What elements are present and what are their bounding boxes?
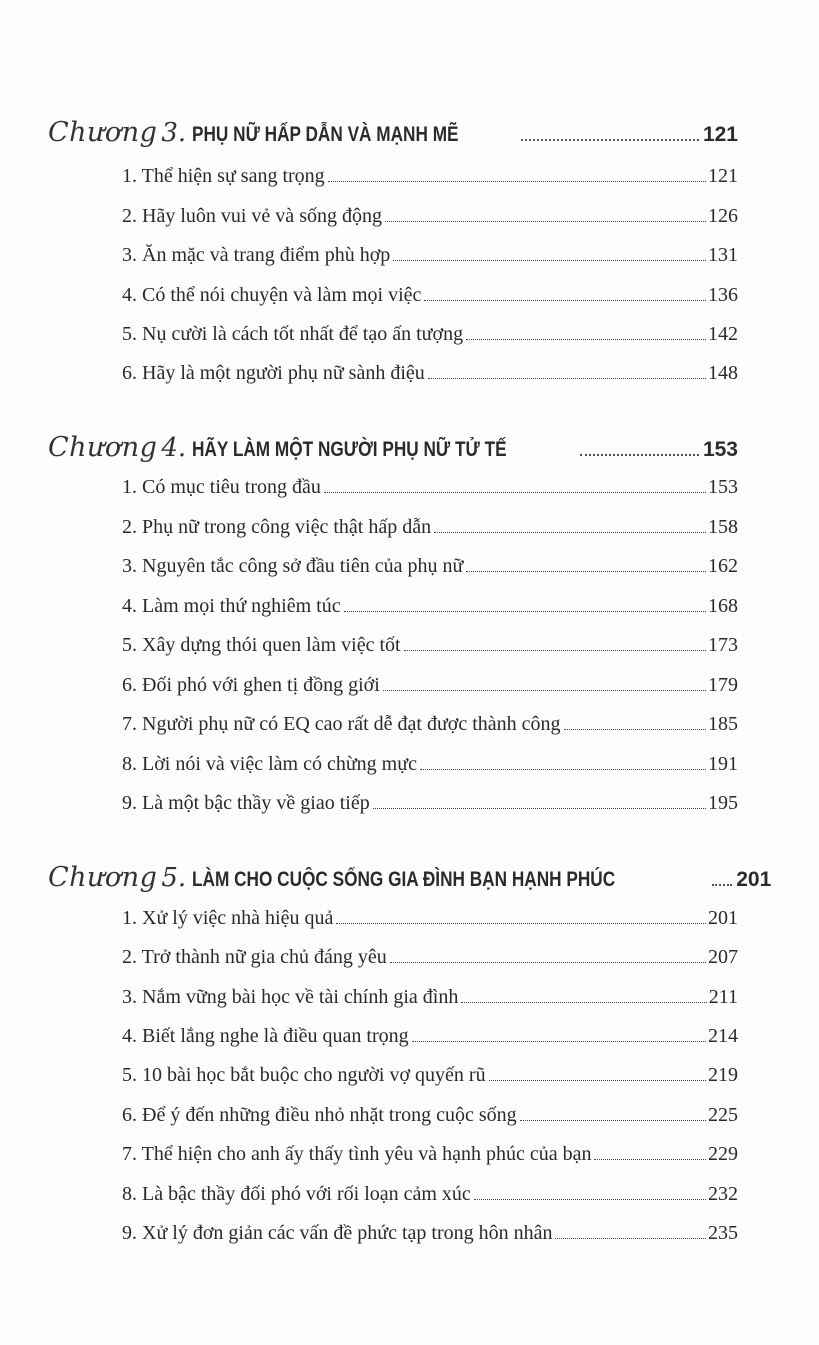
entry-page-number: 235 <box>708 1222 738 1244</box>
entry-label: 7. Thể hiện cho anh ấy thấy tình yêu và hạnh phúc của bạn <box>122 1143 592 1165</box>
entry-label: 3. Nguyên tắc công sở đầu tiên của phụ nữ <box>122 555 464 577</box>
entry-label: 3. Ăn mặc và trang điểm phù hợp <box>122 244 391 266</box>
toc-entry <box>122 465 738 497</box>
toc-entry <box>122 623 738 655</box>
entry-page-number: 121 <box>708 165 738 187</box>
dot-leader <box>520 1119 706 1121</box>
entry-label: 5. 10 bài học bắt buộc cho người vợ quyến rũ <box>122 1064 486 1086</box>
entry-page-number: 207 <box>708 946 738 968</box>
toc-entry <box>122 1132 738 1164</box>
entry-label: 2. Hãy luôn vui vẻ và sống động <box>122 205 382 227</box>
entry-page-number: 131 <box>708 244 738 266</box>
entry-label: 9. Là một bậc thầy về giao tiếp <box>122 792 370 814</box>
dot-leader <box>428 377 706 379</box>
toc-entry <box>122 975 738 1007</box>
dot-leader <box>521 138 699 141</box>
entry-page-number: 168 <box>708 595 738 617</box>
toc-entry <box>122 1053 738 1085</box>
entry-label: 3. Nắm vững bài học về tài chính gia đình <box>122 986 459 1008</box>
chapter-word: Chương <box>48 862 158 893</box>
chapter-word: Chương <box>48 432 158 463</box>
toc-entry <box>122 194 738 226</box>
toc-entry <box>122 233 738 265</box>
chapter-title: PHỤ NỮ HẤP DẪN VÀ MẠNH MẼ <box>192 122 459 146</box>
entry-label: 6. Đối phó với ghen tị đồng giới <box>122 674 380 696</box>
entry-label: 2. Phụ nữ trong công việc thật hấp dẫn <box>122 516 432 538</box>
toc-entry <box>122 544 738 576</box>
chapter-page-number: 153 <box>702 437 738 461</box>
chapter-number: 4. <box>161 433 187 463</box>
entry-page-number: 195 <box>708 792 738 814</box>
toc-entry <box>122 154 738 186</box>
toc-entry <box>122 781 738 813</box>
dot-leader <box>466 570 706 572</box>
dot-leader <box>712 883 732 886</box>
entry-page-number: 229 <box>708 1143 738 1165</box>
chapter-title: LÀM CHO CUỘC SỐNG GIA ĐÌNH BẠN HẠNH PHÚC <box>192 867 616 891</box>
entry-label: 5. Nụ cười là cách tốt nhất để tạo ấn tượng <box>122 323 464 345</box>
chapter-word: Chương <box>48 117 158 148</box>
entry-page-number: 179 <box>708 674 738 696</box>
entry-page-number: 191 <box>708 753 738 775</box>
entry-page-number: 185 <box>708 713 738 735</box>
entry-label: 1. Xử lý việc nhà hiệu quả <box>122 907 334 929</box>
toc-entry <box>122 742 738 774</box>
dot-leader <box>328 180 706 182</box>
entry-label: 8. Lời nói và việc làm có chừng mực <box>122 753 417 775</box>
entry-page-number: 201 <box>708 907 738 929</box>
chapter-title: HÃY LÀM MỘT NGƯỜI PHỤ NỮ TỬ TẾ <box>192 437 507 461</box>
entry-page-number: 162 <box>708 555 738 577</box>
dot-leader <box>489 1079 706 1081</box>
entry-label: 7. Người phụ nữ có EQ cao rất dễ đạt được thành công <box>122 713 561 735</box>
toc-entry <box>122 273 738 305</box>
chapter-heading-3 <box>48 96 738 146</box>
entry-page-number: 173 <box>708 634 738 656</box>
entry-page-number: 225 <box>708 1104 738 1126</box>
dot-leader <box>385 220 706 222</box>
entry-page-number: 148 <box>708 362 738 384</box>
entry-page-number: 232 <box>708 1183 738 1205</box>
entry-page-number: 211 <box>708 986 738 1008</box>
dot-leader <box>324 491 706 493</box>
toc-entry <box>122 1211 738 1243</box>
entry-page-number: 142 <box>708 323 738 345</box>
dot-leader <box>474 1198 706 1200</box>
toc-entry <box>122 702 738 734</box>
dot-leader <box>336 922 706 924</box>
entry-label: 4. Có thể nói chuyện và làm mọi việc <box>122 284 422 306</box>
toc-entry <box>122 663 738 695</box>
chapter-number: 3. <box>161 118 187 148</box>
entry-page-number: 214 <box>708 1025 738 1047</box>
toc-entry <box>122 351 738 383</box>
toc-entry <box>122 1014 738 1046</box>
toc-entry <box>122 312 738 344</box>
entry-label: 5. Xây dựng thói quen làm việc tốt <box>122 634 401 656</box>
chapter-page-number: 201 <box>736 867 772 891</box>
toc-entry <box>122 896 738 928</box>
entry-page-number: 219 <box>708 1064 738 1086</box>
entry-page-number: 136 <box>708 284 738 306</box>
dot-leader <box>424 299 706 301</box>
dot-leader <box>564 728 706 730</box>
dot-leader <box>580 453 699 456</box>
dot-leader <box>555 1237 706 1239</box>
dot-leader <box>404 649 706 651</box>
chapter-heading-4 <box>48 411 738 461</box>
dot-leader <box>594 1158 706 1160</box>
entry-label: 1. Thể hiện sự sang trọng <box>122 165 325 187</box>
chapter-number: 5. <box>161 863 187 893</box>
entry-page-number: 153 <box>708 476 738 498</box>
dot-leader <box>344 610 706 612</box>
entry-page-number: 158 <box>708 516 738 538</box>
dot-leader <box>461 1001 706 1003</box>
dot-leader <box>373 807 706 809</box>
dot-leader <box>466 338 706 340</box>
dot-leader <box>420 768 706 770</box>
dot-leader <box>390 961 706 963</box>
toc-entry <box>122 505 738 537</box>
toc-entry <box>122 1093 738 1125</box>
dot-leader <box>412 1040 706 1042</box>
toc-entry <box>122 935 738 967</box>
entry-label: 6. Hãy là một người phụ nữ sành điệu <box>122 362 425 384</box>
chapter-page-number: 121 <box>702 122 738 146</box>
chapter-heading-5 <box>48 841 772 893</box>
toc-entry <box>122 584 738 616</box>
entry-label: 8. Là bậc thầy đối phó với rối loạn cảm xúc <box>122 1183 471 1205</box>
entry-label: 9. Xử lý đơn giản các vấn đề phức tạp trong hôn nhân <box>122 1222 553 1244</box>
dot-leader <box>393 259 706 261</box>
dot-leader <box>434 531 706 533</box>
entry-label: 1. Có mục tiêu trong đầu <box>122 476 321 498</box>
entry-label: 6. Để ý đến những điều nhỏ nhặt trong cuộc sống <box>122 1104 517 1126</box>
dot-leader <box>383 689 706 691</box>
entry-label: 4. Biết lắng nghe là điều quan trọng <box>122 1025 409 1047</box>
entry-label: 4. Làm mọi thứ nghiêm túc <box>122 595 341 617</box>
entry-page-number: 126 <box>708 205 738 227</box>
toc-entry <box>122 1172 738 1204</box>
entry-label: 2. Trở thành nữ gia chủ đáng yêu <box>122 946 387 968</box>
